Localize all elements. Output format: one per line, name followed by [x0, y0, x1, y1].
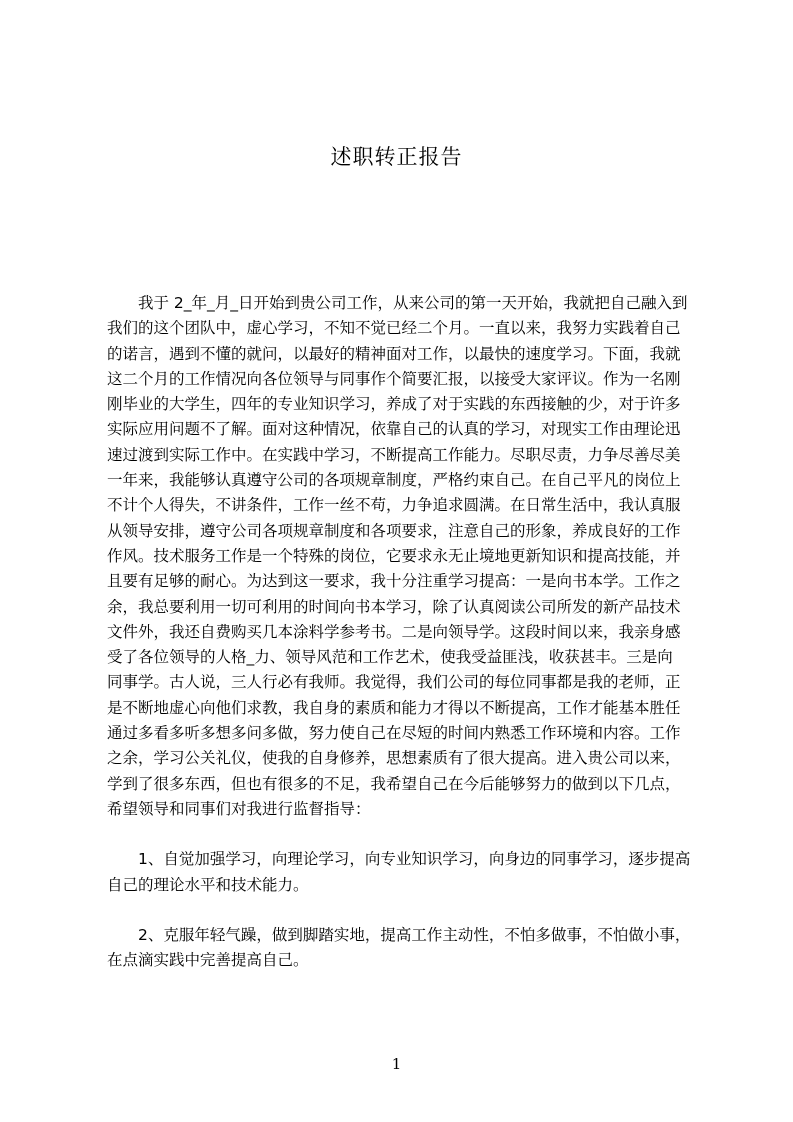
document-body — [107, 291, 707, 973]
paragraph-line: 且要有足够的耐心。为达到这一要求，我十分注重学习提高：一是向书本学。工作之 — [107, 572, 681, 591]
paragraph-line: 这二个月的工作情况向各位领导与同事作个简要汇报，以接受大家评议。作为一名刚 — [107, 369, 681, 388]
document-title: 述职转正报告 — [330, 145, 463, 169]
paragraph-line: 的诺言，遇到不懂的就问，以最好的精神面对工作，以最快的速度学习。下面，我就 — [107, 344, 681, 363]
paragraph-line: 受了各位领导的人格_力、领导风范和工作艺术，使我受益匪浅，收获甚丰。三是向 — [107, 648, 673, 667]
paragraph-line: 我于 2_年_月_日开始到贵公司工作，从来公司的第一天开始，我就把自己融入到 — [107, 294, 688, 312]
paragraph-line: 一年来，我能够认真遵守公司的各项规章制度，严格约束自己。在自己平凡的岗位上 — [107, 471, 681, 490]
paragraph-line: 速过渡到实际工作中。在实践中学习，不断提高工作能力。尽职尽责，力争尽善尽美 — [107, 445, 681, 464]
list-item-line: 自己的理论水平和技术能力。 — [107, 875, 309, 894]
paragraph-line: 是不断地虚心向他们求教，我自身的素质和能力才得以不断提高，工作才能基本胜任 — [107, 698, 681, 717]
paragraph-line: 从领导安排，遵守公司各项规章制度和各项要求，注意自己的形象，养成良好的工作 — [107, 521, 681, 540]
paragraph-line: 余，我总要利用一切可利用的时间向书本学习，除了认真阅读公司所发的新产品技术 — [107, 597, 681, 616]
list-item-line: 在点滴实践中完善提高自己。 — [107, 951, 309, 970]
paragraph-line: 文件外，我还自费购买几本涂料学参考书。二是向领导学。这段时间以来，我亲身感 — [107, 622, 681, 641]
paragraph-line: 希望领导和同事们对我进行监督指导： — [107, 799, 371, 818]
paragraph-line: 我们的这个团队中，虚心学习，不知不觉已经二个月。一直以来，我努力实践着自己 — [107, 319, 681, 338]
paragraph-line: 刚毕业的大学生，四年的专业知识学习，养成了对于实践的东西接触的少，对于许多 — [107, 395, 681, 414]
list-item-line: 1、自觉加强学习，向理论学习，向专业知识学习，向身边的同事学习，逐步提高 — [107, 850, 691, 869]
paragraph-line: 学到了很多东西，但也有很多的不足，我希望自己在今后能够努力的做到以下几点， — [107, 774, 681, 793]
paragraph-line: 不计个人得失，不讲条件，工作一丝不苟，力争追求圆满。在日常生活中，我认真服 — [107, 496, 681, 515]
paragraph-line: 实际应用问题不了解。面对这种情况，依靠自己的认真的学习，对现实工作由理论迅 — [107, 420, 681, 439]
paragraph-line: 同事学。古人说，三人行必有我师。我觉得，我们公司的每位同事都是我的老师，正 — [107, 673, 681, 692]
list-item-line: 2、克服年轻气躁，做到脚踏实地，提高工作主动性，不怕多做事，不怕做小事， — [107, 925, 691, 944]
paragraph-line: 之余，学习公关礼仪，使我的自身修养，思想素质有了很大提高。进入贵公司以来， — [107, 749, 681, 768]
page-number: 1 — [391, 1055, 402, 1073]
paragraph-line: 通过多看多听多想多问多做，努力使自己在尽短的时间内熟悉工作环境和内容。工作 — [107, 724, 681, 743]
paragraph-line: 作风。技术服务工作是一个特殊的岗位，它要求永无止境地更新知识和提高技能，并 — [107, 546, 681, 565]
